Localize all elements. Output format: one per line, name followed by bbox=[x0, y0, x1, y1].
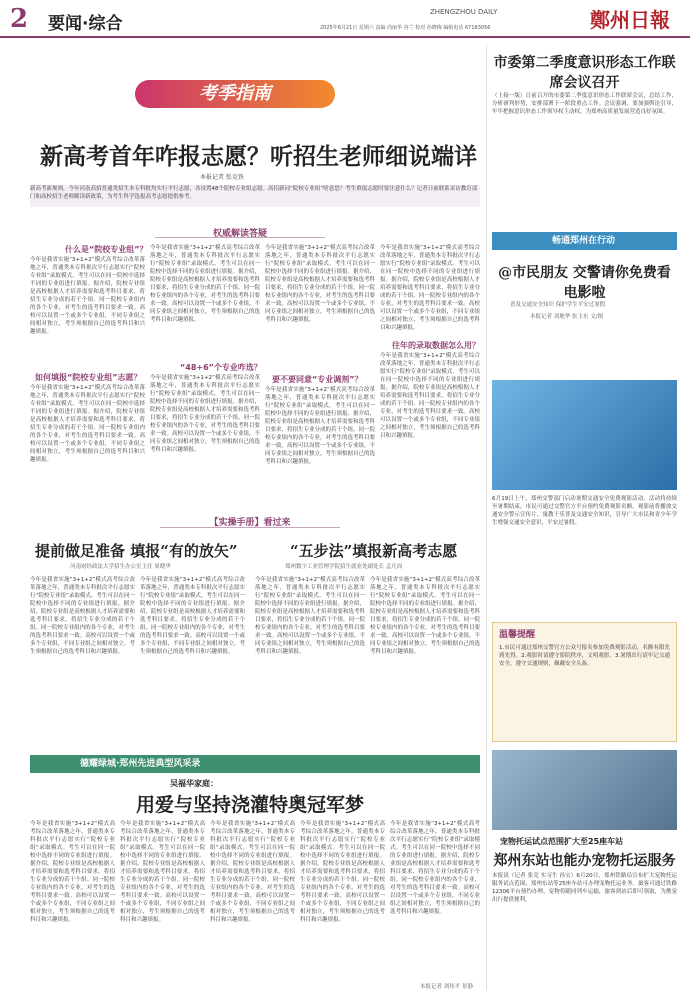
feature-col5: 今年是我省实施“3+1+2”模式高考综合改革落地之年，普通类本专科批次平行志愿实行“院校专业组”录取模式。考生可以在同一院校中选择不同的专业组进行填报。据介绍，院校专业组是高校根据人才培养需要和选考科目要求，将招生专业分成的若干个组。同一院校专业组内的各个专业，对考生的选考科目要求一致。高校可以设置一个或多个专业组，不同专业组之间相对独立，考生须根据自己的选考科目和兴趣填报。 bbox=[390, 821, 480, 915]
right-article3-headline: 郑州东站也能办宠物托运服务 bbox=[493, 853, 676, 869]
col4-text-b: 今年是我省实施“3+1+2”模式高考综合改革落地之年，普通类本专科批次平行志愿实行“院校专业组”录取模式。考生可以在同一院校中选择不同的专业组进行填报。据介绍，院校专业组是高校根据人才培养需要和选考科目要求，将招生专业分成的若干个组。同一院校专业组内的各个专业，对考生的选考科目要求一致。高校可以设置一个或多个专业组，不同专业组之间相对独立，考生须根据自己的选考科目和兴趣填报。 bbox=[380, 353, 480, 439]
feature-col2: 今年是我省实施“3+1+2”模式高考综合改革落地之年，普通类本专科批次平行志愿实行“院校专业组”录取模式。考生可以在同一院校中选择不同的专业组进行填报。据介绍，院校专业组是高校根据人才培养需要和选考科目要求，将招生专业分成的若干个组。同一院校专业组内的各个专业，对考生的选考科目要求一致。高校可以设置一个或多个专业组，不同专业组之间相对独立，考生须根据自己的选考科目和兴趣填报。 bbox=[120, 821, 205, 923]
tip-text: 1.市民可通过郑州交警官方公众号报名参加免费观影活动，名额有限先到先得。2.观影时请遵守影院秩序，文明观影。3.暑期出行请牢记交通安全，遵守交通规则，佩戴安全头盔。 bbox=[499, 645, 670, 667]
subheading-handbook: 【实操手册】看过来 bbox=[160, 515, 340, 528]
main-lead: 新高考新规则，今年河南高招普通类招生本专科批均实行平行志愿，各设置48个院校专业组志愿。高招新词“院校专业组”啥意思？考生填报志愿时要注意什么？记者日前联系采访教育部门和高校招生老师解读新政策，为考生科学选报高考志愿提供参考。 bbox=[30, 185, 480, 207]
article2-col1: 今年是我省实施“3+1+2”模式高考综合改革落地之年，普通类本专科批次平行志愿实行“院校专业组”录取模式。考生可以在同一院校中选择不同的专业组进行填报。据介绍，院校专业组是高校根据人才培养需要和选考科目要求，将招生专业分成的若干个组。同一院校专业组内的各个专业，对考生的选考科目要求一致。高校可以设置一个或多个专业组，不同专业组之间相对独立，考生须根据自己的选考科目和兴趣填报。 bbox=[255, 577, 365, 655]
brand-en: ZHENGZHOU DAILY bbox=[430, 8, 498, 16]
feature-headline: 用爱与坚持浇灌特奥冠军梦 bbox=[135, 794, 364, 816]
article1-col2: 今年是我省实施“3+1+2”模式高考综合改革落地之年，普通类本专科批次平行志愿实行“院校专业组”录取模式。考生可以在同一院校中选择不同的专业组进行填报。据介绍，院校专业组是高校根据人才培养需要和选考科目要求，将招生专业分成的若干个组。同一院校专业组内的各个专业，对考生的选考科目要求一致。高校可以设置一个或多个专业组，不同专业组之间相对独立，考生须根据自己的选考科目和兴趣填报。 bbox=[140, 577, 245, 655]
question-5: 往年的录取数据怎么用？ bbox=[392, 341, 480, 350]
feature-byline: 本报记者 刘伟平 景静 bbox=[420, 984, 473, 990]
tip-box bbox=[492, 622, 677, 742]
newspaper-logo: 鄭州日報 bbox=[590, 8, 670, 32]
feature-col1: 今年是我省实施“3+1+2”模式高考综合改革落地之年，普通类本专科批次平行志愿实行“院校专业组”录取模式。考生可以在同一院校中选择不同的专业组进行填报。据介绍，院校专业组是高校根据人才培养需要和选考科目要求，将招生专业分成的若干个组。同一院校专业组内的各个专业，对考生的选考科目要求一致。高校可以设置一个或多个专业组，不同专业组之间相对独立，考生须根据自己的选考科目和兴趣填报。 bbox=[30, 821, 115, 923]
right-article3-title: 宠物托运试点范围扩大至25座车站 bbox=[500, 837, 624, 846]
green-section-bar: 德耀绿城·郑州先进典型风采录 bbox=[30, 755, 480, 773]
right-section-bar: 畅通郑州在行动 bbox=[492, 232, 677, 250]
right-article2-byline: 本报记者 刘地华 张玉东 文/图 bbox=[530, 314, 604, 320]
col3-text-b: 今年是我省实施“3+1+2”模式高考综合改革落地之年，普通类本专科批次平行志愿实行“院校专业组”录取模式。考生可以在同一院校中选择不同的专业组进行填报。据介绍，院校专业组是高校根据人才培养需要和选考科目要求，将招生专业分成的若干个组。同一院校专业组内的各个专业，对考生的选考科目要求一致。高校可以设置一个或多个专业组，不同专业组之间相对独立，考生须根据自己的选考科目和兴趣填报。 bbox=[265, 387, 375, 465]
feature-col3: 今年是我省实施“3+1+2”模式高考综合改革落地之年，普通类本专科批次平行志愿实行“院校专业组”录取模式。考生可以在同一院校中选择不同的专业组进行填报。据介绍，院校专业组是高校根据人才培养需要和选考科目要求，将招生专业分成的若干个组。同一院校专业组内的各个专业，对考生的选考科目要求一致。高校可以设置一个或多个专业组，不同专业组之间相对独立，考生须根据自己的选考科目和兴趣填报。 bbox=[210, 821, 295, 923]
article1-title: 提前做足准备 填报“有的放矢” bbox=[35, 542, 238, 560]
feature-col4: 今年是我省实施“3+1+2”模式高考综合改革落地之年，普通类本专科批次平行志愿实行“院校专业组”录取模式。考生可以在同一院校中选择不同的专业组进行填报。据介绍，院校专业组是高校根据人才培养需要和选考科目要求，将招生专业分成的若干个组。同一院校专业组内的各个专业，对考生的选考科目要求一致。高校可以设置一个或多个专业组，不同专业组之间相对独立，考生须根据自己的选考科目和兴趣填报。 bbox=[300, 821, 385, 923]
article2-col2: 今年是我省实施“3+1+2”模式高考综合改革落地之年，普通类本专科批次平行志愿实行“院校专业组”录取模式。考生可以在同一院校中选择不同的专业组进行填报。据介绍，院校专业组是高校根据人才培养需要和选考科目要求，将招生专业分成的若干个组。同一院校专业组内的各个专业，对考生的选考科目要求一致。高校可以设置一个或多个专业组，不同专业组之间相对独立，考生须根据自己的选考科目和兴趣填报。 bbox=[370, 577, 480, 655]
right-article2-text: 6月19日上午，郑州交警部门启动暑期交通安全免费观影活动。活动将持续至暑期结束，市民可通过交警官方平台预约免费观影名额，观影前将播放交通安全警示宣传片，寓教于乐普及交通安全知识，引导广大市民和青少年学生增强交通安全意识，平安过暑假。 bbox=[492, 496, 677, 526]
question-3: “48+6”个专业咋选？ bbox=[180, 363, 262, 372]
article1-author: 河南财经政法大学招生办公室主任 周晓华 bbox=[70, 564, 171, 570]
question-4: 要不要同意“专业调剂”？ bbox=[272, 375, 363, 384]
page-number: 2 bbox=[10, 4, 29, 34]
article2-title: “五步法”填报新高考志愿 bbox=[290, 542, 458, 560]
column-divider bbox=[486, 45, 487, 990]
banner-exam-guide: 考季指南 bbox=[135, 80, 335, 108]
col3-text: 今年是我省实施“3+1+2”模式高考综合改革落地之年，普通类本专科批次平行志愿实行“院校专业组”录取模式。考生可以在同一院校中选择不同的专业组进行填报。据介绍，院校专业组是高校根据人才培养需要和选考科目要求，将招生专业分成的若干个组。同一院校专业组内的各个专业，对考生的选考科目要求一致。高校可以设置一个或多个专业组，不同专业组之间相对独立，考生须根据自己的选考科目和兴趣填报。 bbox=[265, 245, 375, 323]
col4-text: 今年是我省实施“3+1+2”模式高考综合改革落地之年，普通类本专科批次平行志愿实行“院校专业组”录取模式。考生可以在同一院校中选择不同的专业组进行填报。据介绍，院校专业组是高校根据人才培养需要和选考科目要求，将招生专业分成的若干个组。同一院校专业组内的各个专业，对考生的选考科目要求一致。高校可以设置一个或多个专业组，不同专业组之间相对独立，考生须根据自己的选考科目和兴趣填报。 bbox=[380, 245, 480, 331]
train-photo bbox=[492, 750, 677, 830]
section-title: 要闻·综合 bbox=[48, 14, 123, 34]
right-article2-sub: 普及交通安全知识 保护学生平安过暑假 bbox=[510, 302, 606, 308]
right-article2-title: @市民朋友 交警请你免费看电影啦 bbox=[498, 265, 671, 301]
traffic-photo bbox=[492, 380, 677, 490]
right-article3-text: 本报讯（记者 张竞 实习生 孙宝）6月20日，郑州铁路局宣布扩大宠物托运服务试点范围，郑州东站等25座车站可办理宠物托运业务。旅客可通过铁路12306平台预约办理，宠物将随同列车运输，旅客到站后即可领取，为携宠出行提供便利。 bbox=[492, 873, 677, 903]
right-article1-title: 市委第二季度意识形态工作联席会议召开 bbox=[493, 55, 676, 91]
article2-author: 郑州数字工业管理学院招生就业处副处长 孟凡周 bbox=[285, 564, 403, 570]
question-1: 什么是“院校专业组”？ bbox=[65, 245, 148, 254]
col1-text: 今年是我省实施“3+1+2”模式高考综合改革落地之年，普通类本专科批次平行志愿实行“院校专业组”录取模式。考生可以在同一院校中选择不同的专业组进行填报。据介绍，院校专业组是高校根据人才培养需要和选考科目要求，将招生专业分成的若干个组。同一院校专业组内的各个专业，对考生的选考科目要求一致。高校可以设置一个或多个专业组，不同专业组之间相对独立，考生须根据自己的选考科目和兴趣填报。 bbox=[30, 257, 145, 335]
right-article1-text: （上接一版）日前召开的市委第二季度意识形态工作联席会议，总结工作，分析研判形势，安排部署下一阶段重点工作。会议强调，要加强舆论引导，牢牢把握意识形态工作领导权主动权，为郑州高质量发展营造良好氛围。 bbox=[492, 93, 677, 115]
col2-text-b: 今年是我省实施“3+1+2”模式高考综合改革落地之年，普通类本专科批次平行志愿实行“院校专业组”录取模式。考生可以在同一院校中选择不同的专业组进行填报。据介绍，院校专业组是高校根据人才培养需要和选考科目要求，将招生专业分成的若干个组。同一院校专业组内的各个专业，对考生的选考科目要求一致。高校可以设置一个或多个专业组，不同专业组之间相对独立，考生须根据自己的选考科目和兴趣填报。 bbox=[150, 375, 260, 453]
subheading-interpretation: 权威解读答疑 bbox=[155, 226, 325, 238]
main-headline: 新高考首年咋报志愿？听招生老师细说端详 bbox=[40, 143, 477, 170]
col1-text-b: 今年是我省实施“3+1+2”模式高考综合改革落地之年，普通类本专科批次平行志愿实行“院校专业组”录取模式。考生可以在同一院校中选择不同的专业组进行填报。据介绍，院校专业组是高校根据人才培养需要和选考科目要求，将招生专业分成的若干个组。同一院校专业组内的各个专业，对考生的选考科目要求一致。高校可以设置一个或多个专业组，不同专业组之间相对独立，考生须根据自己的选考科目和兴趣填报。 bbox=[30, 385, 145, 463]
article1-col1: 今年是我省实施“3+1+2”模式高考综合改革落地之年，普通类本专科批次平行志愿实行“院校专业组”录取模式。考生可以在同一院校中选择不同的专业组进行填报。据介绍，院校专业组是高校根据人才培养需要和选考科目要求，将招生专业分成的若干个组。同一院校专业组内的各个专业，对考生的选考科目要求一致。高校可以设置一个或多个专业组，不同专业组之间相对独立，考生须根据自己的选考科目和兴趣填报。 bbox=[30, 577, 135, 655]
date-line: 2025年6月21日 星期六 责编 尚丽华 谷兰 校对 孙晓梅 编辑电话 67183056 bbox=[320, 25, 491, 31]
feature-subtitle: 吴福华家庭： bbox=[170, 779, 218, 788]
tip-title: 温馨提醒 bbox=[499, 630, 536, 640]
col2-text: 今年是我省实施“3+1+2”模式高考综合改革落地之年，普通类本专科批次平行志愿实行“院校专业组”录取模式。考生可以在同一院校中选择不同的专业组进行填报。据介绍，院校专业组是高校根据人才培养需要和选考科目要求，将招生专业分成的若干个组。同一院校专业组内的各个专业，对考生的选考科目要求一致。高校可以设置一个或多个专业组，不同专业组之间相对独立，考生须根据自己的选考科目和兴趣填报。 bbox=[150, 245, 260, 323]
main-byline: 本报记者 张竞铁 bbox=[200, 174, 244, 181]
question-2: 如何填报“院校专业组”志愿？ bbox=[35, 373, 142, 382]
